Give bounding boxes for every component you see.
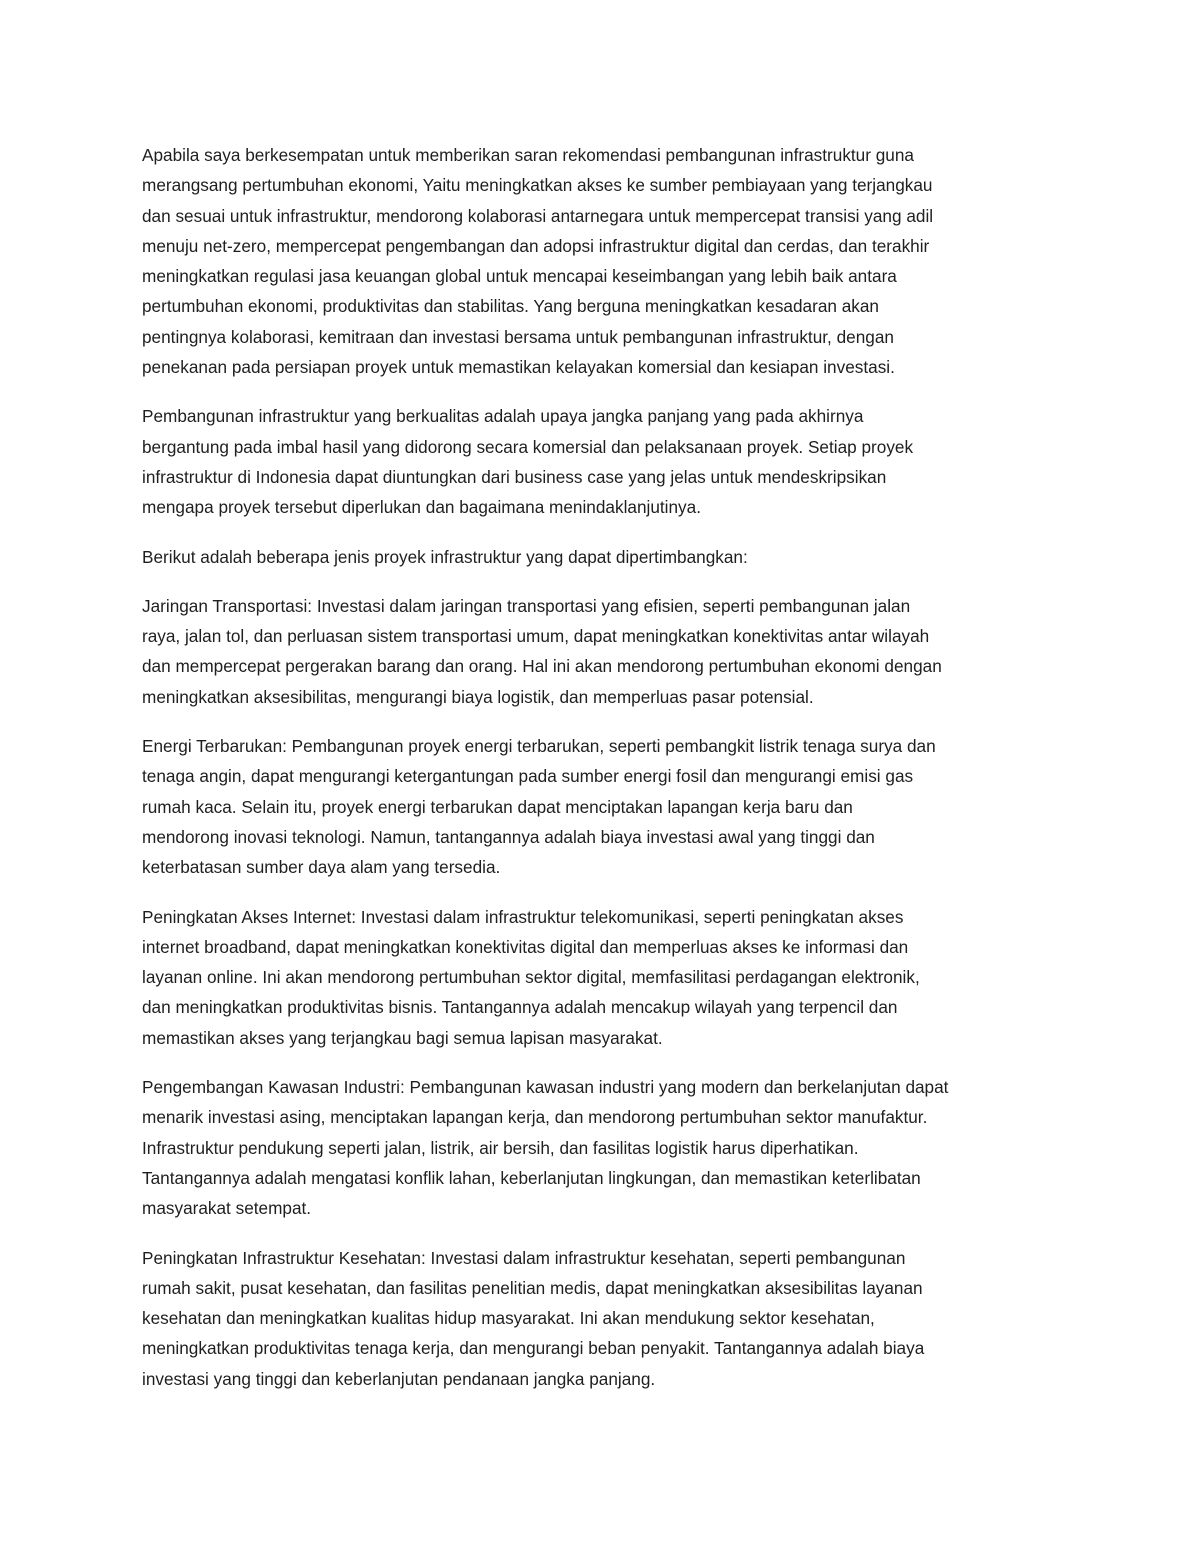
paragraph-project-types-intro: Berikut adalah beberapa jenis proyek infrastruktur yang dapat dipertimbangkan: bbox=[142, 546, 748, 567]
paragraph-quality-infrastructure: Pembangunan infrastruktur yang berkualitas adalah upaya jangka panjang yang pada akhirnya bergantung pada imbal hasil yang didorong secara komersial dan pelaksanaan proyek. Setiap proyek infrastruktur di Indonesia dapat diuntungkan dari business case yang jelas untuk mendeskripsikan mengapa proyek tersebut diperlukan dan bagaimana menindaklanjutinya. bbox=[142, 406, 914, 518]
paragraph-internet-access: Peningkatan Akses Internet: Investasi dalam infrastruktur telekomunikasi, seperti peningkatan akses internet broadband, dapat meningkatkan konektivitas digital dan memperluas akses ke informasi dan layanan online. Ini akan mendorong pertumbuhan sektor digital, memfasilitasi perdagangan elektronik, dan meningkatkan produktivitas bisnis. Tantangannya adalah mencakup wilayah yang terpencil dan memastikan akses yang terjangkau bagi semua lapisan masyarakat. bbox=[142, 906, 920, 1048]
document-page bbox=[142, 140, 1062, 1413]
paragraph-renewable-energy: Energi Terbarukan: Pembangunan proyek energi terbarukan, seperti pembangkit listrik tenaga surya dan tenaga angin, dapat mengurangi ketergantungan pada sumber energi fosil dan mengurangi emisi gas rumah kaca. Selain itu, proyek energi terbarukan dapat menciptakan lapangan kerja baru dan mendorong inovasi teknologi. Namun, tantangannya adalah biaya investasi awal yang tinggi dan keterbatasan sumber daya alam yang tersedia. bbox=[142, 736, 936, 878]
paragraph-recommendation-intro: Apabila saya berkesempatan untuk memberikan saran rekomendasi pembangunan infrastruktur guna merangsang pertumbuhan ekonomi, Yaitu meningkatkan akses ke sumber pembiayaan yang terjangkau dan sesuai untuk infrastruktur, mendorong kolaborasi antarnegara untuk mempercepat transisi yang adil menuju net-zero, mempercepat pengembangan dan adopsi infrastruktur digital dan cerdas, dan terakhir meningkatkan regulasi jasa keuangan global untuk mencapai keseimbangan yang lebih baik antara pertumbuhan ekonomi, produktivitas dan stabilitas. Yang berguna meningkatkan kesadaran akan pentingnya kolaborasi, kemitraan dan investasi bersama untuk pembangunan infrastruktur, dengan penekanan pada persiapan proyek untuk memastikan kelayakan komersial dan kesiapan investasi. bbox=[142, 145, 934, 378]
paragraph-health-infrastructure: Peningkatan Infrastruktur Kesehatan: Investasi dalam infrastruktur kesehatan, seperti pembangunan rumah sakit, pusat kesehatan, dan fasilitas penelitian medis, dapat meningkatkan aksesibilitas layanan kesehatan dan meningkatkan kualitas hidup masyarakat. Ini akan mendukung sektor kesehatan, meningkatkan produktivitas tenaga kerja, dan mengurangi beban penyakit. Tantangannya adalah biaya investasi yang tinggi dan keberlanjutan pendanaan jangka panjang. bbox=[142, 1247, 925, 1389]
paragraph-transport-network: Jaringan Transportasi: Investasi dalam jaringan transportasi yang efisien, seperti pembangunan jalan raya, jalan tol, dan perluasan sistem transportasi umum, dapat meningkatkan konektivitas antar wilayah dan mempercepat pergerakan barang dan orang. Hal ini akan mendorong pertumbuhan ekonomi dengan meningkatkan aksesibilitas, mengurangi biaya logistik, dan memperluas pasar potensial. bbox=[142, 595, 942, 707]
paragraph-industrial-zone: Pengembangan Kawasan Industri: Pembangunan kawasan industri yang modern dan berkelanjutan dapat menarik investasi asing, menciptakan lapangan kerja, dan mendorong pertumbuhan sektor manufaktur. Infrastruktur pendukung seperti jalan, listrik, air bersih, dan fasilitas logistik harus diperhatikan. Tantangannya adalah mengatasi konflik lahan, keberlanjutan lingkungan, dan memastikan keterlibatan masyarakat setempat. bbox=[142, 1077, 949, 1219]
